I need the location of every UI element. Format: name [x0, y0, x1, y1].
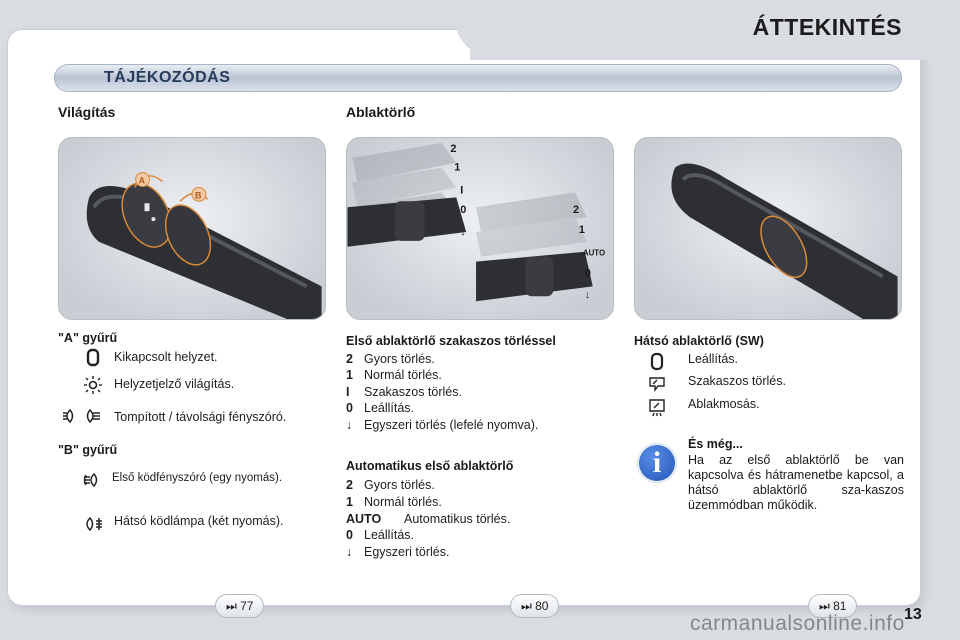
auto-wiper-item-stop [346, 528, 414, 542]
front-wiper-key: 2 [346, 352, 353, 366]
svg-text:0: 0 [584, 267, 591, 280]
auto-wiper-key: 2 [346, 478, 353, 492]
front-wiper-item-intermittent [346, 385, 462, 399]
front-wiper-stalk-photo [346, 137, 614, 320]
svg-text:1: 1 [454, 161, 461, 174]
svg-text:2: 2 [450, 142, 457, 155]
ring-a-item-sidelights: Helyzetjelző világítás. [114, 377, 235, 391]
info-icon-glyph: i [652, 446, 662, 479]
lighting-heading: Világítás [58, 104, 116, 120]
rear-wash-icon [644, 397, 670, 417]
lighting-stalk-photo [58, 137, 326, 320]
page-ref-link[interactable]: ⏭ 77 [215, 594, 264, 618]
circle-off-icon [80, 348, 106, 368]
front-wiper-stalk-illustration [347, 138, 613, 319]
auto-wiper-item-auto [346, 512, 510, 526]
rear-wipe-icon [644, 374, 670, 394]
info-icon [637, 443, 677, 483]
page-ref-link[interactable]: ⏭ 80 [510, 594, 559, 618]
page-ref-link[interactable]: ⏭ 81 [808, 594, 857, 618]
front-wiper-text: Gyors törlés. [364, 352, 435, 366]
rear-fog-icon [80, 514, 106, 534]
auto-wiper-key: AUTO [346, 512, 382, 526]
rear-wiper-item-intermittent: Szakaszos törlés. [688, 374, 786, 388]
auto-wiper-key: 0 [346, 528, 353, 542]
info-text: Ha az első ablaktörlő be van kapcsolva és hátramenetbe kapcsol, a hátsó ablaktörlő sza-kaszos üzemmódban működik. [688, 453, 904, 512]
rear-wiper-item-stop: Leállítás. [688, 352, 739, 366]
headlights-icon [62, 406, 102, 426]
page-title: ÁTTEKINTÉS [752, 14, 902, 40]
wipers-heading: Ablaktörlő [346, 104, 416, 120]
auto-wiper-item-single [346, 545, 449, 559]
front-wiper-key: I [346, 385, 350, 399]
auto-wiper-text: Normál törlés. [364, 495, 442, 509]
page-number: 13 [904, 606, 922, 623]
ring-b-marker: B [194, 190, 202, 201]
auto-wiper-key: ↓ [346, 545, 353, 559]
rear-wiper-heading: Hátsó ablaktörlő (SW) [634, 334, 764, 348]
front-wiper-text: Normál törlés. [364, 368, 442, 382]
svg-text:2: 2 [572, 204, 580, 217]
ring-b-heading: "B" gyűrű [58, 443, 118, 457]
svg-text:↓: ↓ [584, 289, 591, 302]
front-wiper-text: Leállítás. [364, 401, 415, 415]
rear-wiper-stalk-photo [634, 137, 902, 320]
svg-text:↓: ↓ [460, 225, 466, 238]
front-wiper-item-single [346, 418, 538, 432]
rear-wiper-item-wash: Ablakmosás. [688, 397, 760, 411]
front-wiper-text: Egyszeri törlés (lefelé nyomva). [364, 418, 539, 432]
info-title: És még... [688, 437, 743, 451]
section-band [54, 64, 902, 92]
auto-wiper-text: Automatikus törlés. [404, 512, 511, 526]
watermark: carmanualsonline.info [690, 612, 905, 635]
ring-a-item-headlights: Tompított / távolsági fényszóró. [114, 410, 287, 424]
svg-text:1: 1 [578, 223, 585, 236]
sidelights-icon [80, 375, 106, 395]
front-fog-icon [80, 470, 106, 490]
front-wiper-heading: Első ablaktörlő szakaszos törléssel [346, 334, 556, 348]
rear-wiper-stalk-illustration [635, 138, 901, 319]
auto-marker: AUTO [582, 248, 606, 258]
front-wiper-key: ↓ [346, 418, 353, 432]
auto-wiper-text: Egyszeri törlés. [364, 545, 450, 559]
auto-wiper-text: Gyors törlés. [364, 478, 435, 492]
ring-a-heading: "A" gyűrű [58, 331, 118, 345]
front-wiper-item-stop [346, 401, 414, 415]
front-wiper-item-normal [346, 368, 442, 382]
ring-b-item-front-fog: Első ködfényszóró (egy nyomás). [112, 472, 283, 484]
front-wiper-key: 1 [346, 368, 353, 382]
auto-wiper-text: Leállítás. [364, 528, 415, 542]
front-wiper-key: 0 [346, 401, 353, 415]
front-wiper-text: Szakaszos törlés. [364, 385, 462, 399]
ring-b-item-rear-fog: Hátsó ködlámpa (két nyomás). [114, 514, 284, 528]
auto-wiper-key: 1 [346, 495, 353, 509]
ring-a-item-off: Kikapcsolt helyzet. [114, 350, 218, 364]
svg-text:0: 0 [460, 204, 467, 217]
ring-a-marker: A [138, 175, 146, 186]
section-band-label: TÁJÉKOZÓDÁS [104, 69, 231, 86]
auto-wiper-item-fast [346, 478, 435, 492]
svg-text:I: I [460, 184, 464, 197]
front-wiper-item-fast [346, 352, 435, 366]
circle-off-icon [644, 352, 670, 372]
auto-wiper-item-normal [346, 495, 442, 509]
auto-wiper-heading: Automatikus első ablaktörlő [346, 459, 514, 473]
lighting-stalk-illustration [59, 138, 325, 319]
